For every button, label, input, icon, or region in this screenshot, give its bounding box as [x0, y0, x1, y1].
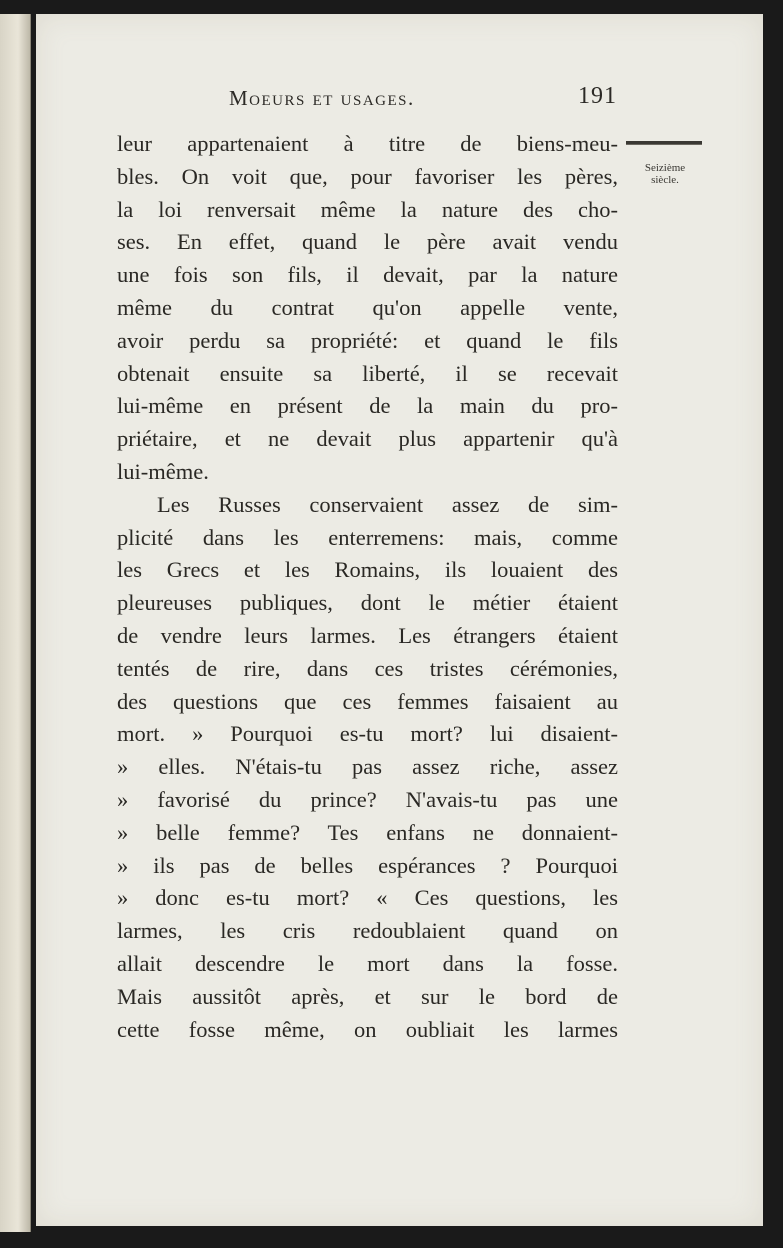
text-line: » donc es-tu mort? « Ces questions, les: [117, 885, 618, 911]
text-line: tentés de rire, dans ces tristes cérémonies,: [117, 655, 618, 681]
text-line: » favorisé du prince? N'avais-tu pas une: [117, 786, 618, 812]
text-line: la loi renversait même la nature des cho-: [117, 196, 618, 222]
text-line: leur appartenaient à titre de biens-meu-: [117, 131, 618, 156]
margin-note-line: Seizième: [644, 162, 686, 174]
text-line: de vendre leurs larmes. Les étrangers étaient: [117, 622, 618, 648]
text-line: des questions que ces femmes faisaient au: [117, 688, 618, 714]
running-head: Moeurs et usages.: [229, 86, 415, 110]
text-line: pleureuses publiques, dont le métier étaient: [117, 590, 618, 616]
text-line: une fois son fils, il devait, par la nature: [117, 262, 618, 288]
margin-note-line: siècle.: [651, 174, 679, 186]
text-line: » elles. N'étais-tu pas assez riche, assez: [117, 754, 618, 780]
text-line: plicité dans les enterremens: mais, comme: [117, 524, 618, 550]
margin-rule: [626, 141, 702, 145]
text-line: Les Russes conservaient assez de sim-: [157, 491, 618, 517]
text-line: priétaire, et ne devait plus appartenir qu'à: [117, 426, 618, 452]
text-line: ses. En effet, quand le père avait vendu: [117, 229, 618, 255]
text-line: lui-même.: [117, 458, 209, 484]
facing-page-edge: [0, 14, 31, 1232]
text-line: obtenait ensuite sa liberté, il se recevait: [117, 360, 618, 386]
text-line: » belle femme? Tes enfans ne donnaient-: [117, 819, 618, 845]
text-line: avoir perdu sa propriété: et quand le fils: [117, 327, 618, 353]
body-text: [117, 128, 618, 1046]
page-number: 191: [578, 83, 617, 109]
text-line: mort. » Pourquoi es-tu mort? lui disaient-: [117, 721, 618, 747]
text-line: Mais aussitôt après, et sur le bord de: [117, 983, 618, 1009]
text-line: lui-même en présent de la main du pro-: [117, 393, 618, 419]
text-line: allait descendre le mort dans la fosse.: [117, 950, 618, 976]
text-line: larmes, les cris redoublaient quand on: [117, 918, 618, 944]
text-line: même du contrat qu'on appelle vente,: [117, 294, 618, 320]
text-line: les Grecs et les Romains, ils louaient des: [117, 557, 618, 583]
text-line: bles. On voit que, pour favoriser les pères,: [117, 163, 618, 189]
text-line: » ils pas de belles espérances ? Pourquoi: [117, 852, 618, 878]
margin-note: [632, 162, 698, 186]
text-line: cette fosse même, on oubliait les larmes: [117, 1016, 618, 1042]
